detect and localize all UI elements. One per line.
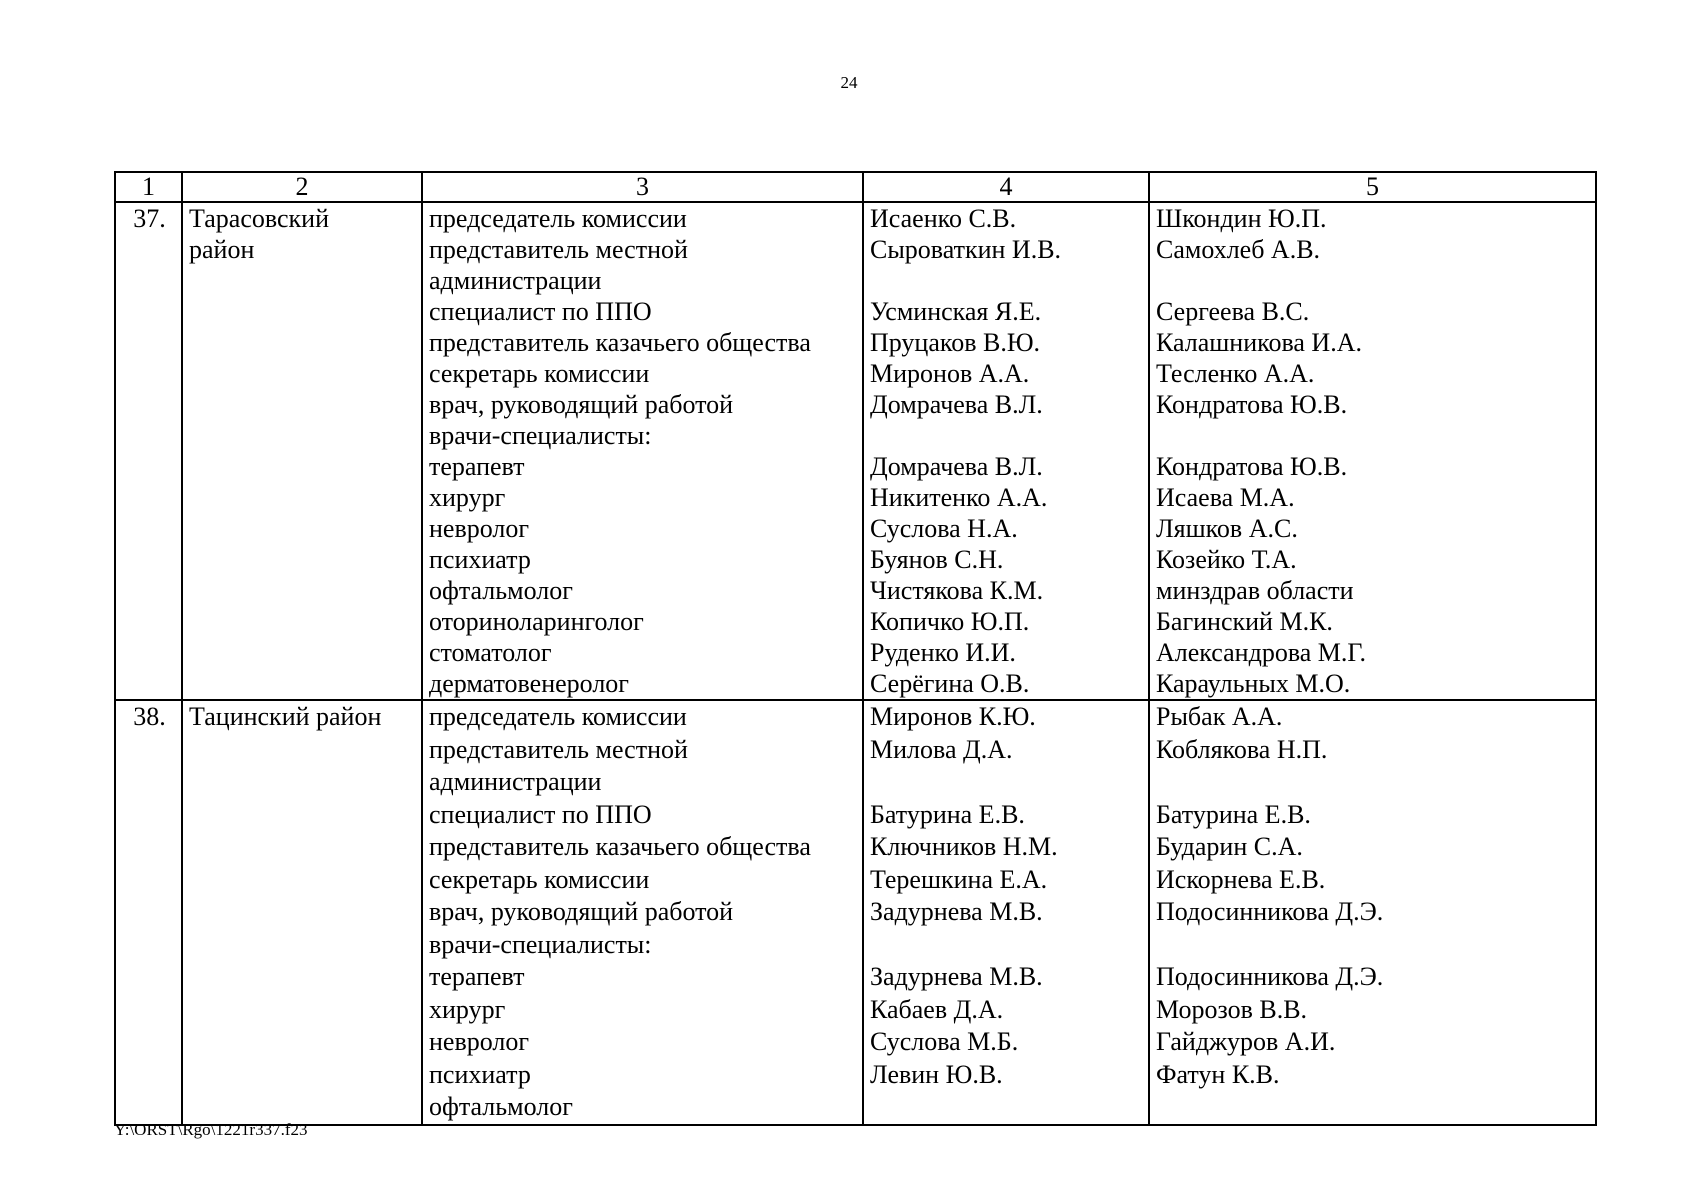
roles-line: невролог bbox=[429, 514, 530, 543]
reserve-line: Козейко Т.А. bbox=[1156, 545, 1297, 574]
roles-line: хирург bbox=[429, 483, 506, 512]
reserve-line: Фатун К.В. bbox=[1156, 1059, 1280, 1089]
district-line: Тарасовский bbox=[189, 204, 329, 233]
roles-line: секретарь комиссии bbox=[429, 359, 650, 388]
reserve-line: Александрова М.Г. bbox=[1156, 638, 1367, 667]
district-line: район bbox=[189, 235, 255, 264]
roles-line: врач, руководящий работой bbox=[429, 390, 734, 419]
reserve-line: Шкондин Ю.П. bbox=[1156, 204, 1327, 233]
reserve-line: Подосинникова Д.Э. bbox=[1156, 962, 1384, 991]
reserve-line: Кондратова Ю.В. bbox=[1156, 452, 1348, 481]
reserve-line: Тесленко А.А. bbox=[1156, 359, 1315, 388]
column-header-1: 1 bbox=[115, 172, 182, 202]
roles-cell bbox=[422, 202, 863, 700]
main-line: Домрачева В.Л. bbox=[870, 390, 1043, 419]
reserve-line bbox=[1156, 1091, 1591, 1124]
reserve-members-cell bbox=[1149, 202, 1596, 700]
roles-line: представитель казачьего общества bbox=[429, 832, 811, 861]
column-header-5: 5 bbox=[1149, 172, 1596, 202]
reserve-line bbox=[1156, 420, 1591, 451]
main-line: Суслова М.Б. bbox=[870, 1027, 1019, 1056]
roles-line: стоматолог bbox=[429, 638, 552, 667]
roles-line: оториноларинголог bbox=[429, 607, 644, 636]
roles-line: терапевт bbox=[429, 962, 525, 991]
reserve-line: Бударин С.А. bbox=[1156, 832, 1303, 861]
page-number: 24 bbox=[840, 73, 858, 92]
roles-line: председатель комиссии bbox=[429, 702, 687, 731]
main-members-cell bbox=[863, 700, 1149, 1125]
main-line bbox=[870, 1091, 1144, 1124]
main-line: Суслова Н.А. bbox=[870, 514, 1018, 543]
main-line: Миронов А.А. bbox=[870, 359, 1030, 388]
reserve-line: Батурина Е.В. bbox=[1156, 799, 1311, 829]
roles-line: хирург bbox=[429, 994, 506, 1024]
main-line: Сыроваткин И.В. bbox=[870, 235, 1062, 264]
table-row bbox=[115, 202, 1596, 700]
main-line: Пруцаков В.Ю. bbox=[870, 328, 1041, 357]
roles-cell bbox=[422, 700, 863, 1125]
roles-line: специалист по ППО bbox=[429, 297, 652, 326]
roles-line: дерматовенеролог bbox=[429, 669, 629, 698]
main-line: Ключников Н.М. bbox=[870, 832, 1058, 861]
table-row bbox=[115, 700, 1596, 1125]
num-line: 38. bbox=[133, 702, 166, 731]
reserve-line: Исаева М.А. bbox=[1156, 483, 1295, 512]
roles-line: представитель местной bbox=[429, 734, 688, 764]
roles-line: секретарь комиссии bbox=[429, 864, 650, 894]
district-cell bbox=[182, 202, 422, 700]
main-line: Никитенко А.А. bbox=[870, 483, 1048, 512]
roles-line: невролог bbox=[429, 1027, 530, 1056]
roles-line: врач, руководящий работой bbox=[429, 897, 734, 926]
column-header-4: 4 bbox=[863, 172, 1149, 202]
reserve-line: минздрав области bbox=[1156, 576, 1354, 605]
main-line bbox=[870, 929, 1144, 962]
roles-line: представитель казачьего общества bbox=[429, 328, 811, 357]
main-members-cell bbox=[863, 202, 1149, 700]
main-line: Кабаев Д.А. bbox=[870, 994, 1004, 1024]
row-number-cell bbox=[115, 700, 182, 1125]
reserve-line: Калашникова И.А. bbox=[1156, 328, 1362, 357]
main-line: Исаенко С.В. bbox=[870, 204, 1017, 233]
reserve-line bbox=[1156, 929, 1591, 962]
reserve-line: Сергеева В.С. bbox=[1156, 297, 1310, 326]
reserve-line: Кондратова Ю.В. bbox=[1156, 390, 1348, 419]
reserve-line bbox=[1156, 265, 1591, 296]
main-line: Левин Ю.В. bbox=[870, 1059, 1003, 1089]
roles-line: офтальмолог bbox=[429, 1092, 573, 1121]
roles-line: администрации bbox=[429, 767, 602, 796]
main-line: Руденко И.И. bbox=[870, 638, 1016, 667]
column-header-2: 2 bbox=[182, 172, 422, 202]
reserve-line: Караульных М.О. bbox=[1156, 669, 1351, 698]
reserve-line: Искорнева Е.В. bbox=[1156, 864, 1326, 894]
roles-line: специалист по ППО bbox=[429, 799, 652, 829]
table-header-row bbox=[115, 172, 1596, 202]
reserve-members-cell bbox=[1149, 700, 1596, 1125]
roles-line: врачи-специалисты: bbox=[429, 929, 652, 959]
reserve-line: Гайджуров А.И. bbox=[1156, 1027, 1336, 1056]
main-line: Задурнева М.В. bbox=[870, 897, 1043, 926]
roles-line: представитель местной bbox=[429, 235, 688, 264]
reserve-line: Ляшков А.С. bbox=[1156, 514, 1298, 543]
main-line: Копичко Ю.П. bbox=[870, 607, 1030, 636]
roles-line: терапевт bbox=[429, 452, 525, 481]
reserve-line: Коблякова Н.П. bbox=[1156, 734, 1328, 764]
reserve-line: Подосинникова Д.Э. bbox=[1156, 897, 1384, 926]
column-header-3: 3 bbox=[422, 172, 863, 202]
roles-line: врачи-специалисты: bbox=[429, 421, 652, 450]
main-line bbox=[870, 766, 1144, 799]
main-line: Батурина Е.В. bbox=[870, 799, 1025, 829]
district-line: Тацинский район bbox=[189, 702, 382, 731]
district-cell bbox=[182, 700, 422, 1125]
commission-table bbox=[114, 171, 1597, 1126]
reserve-line: Морозов В.В. bbox=[1156, 994, 1308, 1024]
main-line: Усминская Я.Е. bbox=[870, 297, 1042, 326]
main-line: Домрачева В.Л. bbox=[870, 452, 1043, 481]
roles-line: председатель комиссии bbox=[429, 204, 687, 233]
main-line: Буянов С.Н. bbox=[870, 545, 1004, 574]
main-line bbox=[870, 265, 1144, 296]
main-line: Серёгина О.В. bbox=[870, 669, 1030, 698]
main-line bbox=[870, 420, 1144, 451]
row-number-cell bbox=[115, 202, 182, 700]
file-path-footer: Y:\ORST\Rgo\1221r337.f23 bbox=[114, 1120, 308, 1139]
main-line: Чистякова К.М. bbox=[870, 576, 1044, 605]
main-line: Милова Д.А. bbox=[870, 734, 1013, 764]
main-line: Задурнева М.В. bbox=[870, 962, 1043, 991]
roles-line: офтальмолог bbox=[429, 576, 573, 605]
reserve-line bbox=[1156, 766, 1591, 799]
reserve-line: Багинский М.К. bbox=[1156, 607, 1333, 636]
num-line: 37. bbox=[133, 204, 166, 233]
main-line: Терешкина Е.А. bbox=[870, 864, 1048, 894]
reserve-line: Рыбак А.А. bbox=[1156, 702, 1283, 731]
reserve-line: Самохлеб А.В. bbox=[1156, 235, 1321, 264]
roles-line: психиатр bbox=[429, 1059, 531, 1089]
main-line: Миронов К.Ю. bbox=[870, 702, 1036, 731]
roles-line: психиатр bbox=[429, 545, 531, 574]
roles-line: администрации bbox=[429, 266, 602, 295]
